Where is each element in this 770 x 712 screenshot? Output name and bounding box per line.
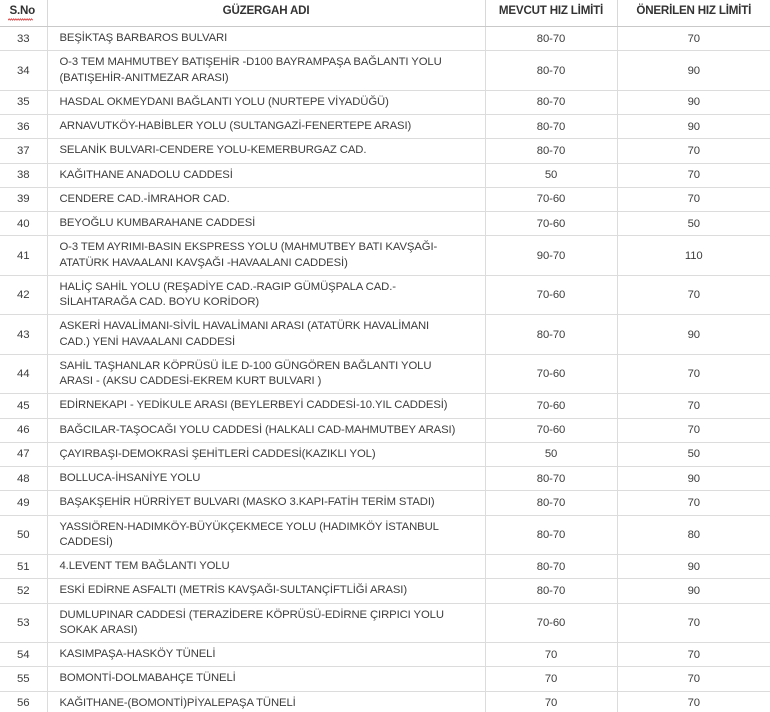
column-header-sno-label: S.No [9, 4, 36, 17]
table-row [0, 579, 770, 603]
table-row [0, 643, 770, 667]
table-row [0, 603, 770, 643]
row-route-name: SAHİL TAŞHANLAR KÖPRÜSÜ İLE D-100 GÜNGÖREN BAĞLANTI YOLU ARASI - (AKSU CADDESİ-EKREM KURT BULVARI ) [47, 354, 485, 394]
row-proposed-speed-limit: 70 [617, 491, 770, 515]
row-serial-number: 47 [0, 442, 47, 466]
row-current-speed-limit: 80-70 [485, 491, 617, 515]
row-route-name: EDİRNEKAPI - YEDİKULE ARASI (BEYLERBEYİ CADDESİ-10.YIL CADDESİ) [47, 394, 485, 418]
row-serial-number: 50 [0, 515, 47, 555]
row-proposed-speed-limit: 70 [617, 691, 770, 712]
row-serial-number: 52 [0, 579, 47, 603]
row-route-name: HALİÇ SAHİL YOLU (REŞADİYE CAD.-RAGIP GÜMÜŞPALA CAD.- SİLAHTARAĞA CAD. BOYU KORİDOR) [47, 275, 485, 315]
row-proposed-speed-limit: 70 [617, 354, 770, 394]
row-serial-number: 36 [0, 115, 47, 139]
row-route-name: HASDAL OKMEYDANI BAĞLANTI YOLU (NURTEPE VİYADÜĞÜ) [47, 90, 485, 114]
row-proposed-speed-limit: 70 [617, 139, 770, 163]
row-route-name: BEYOĞLU KUMBARAHANE CADDESİ [47, 212, 485, 236]
row-current-speed-limit: 50 [485, 442, 617, 466]
table-body [0, 27, 770, 712]
row-serial-number: 44 [0, 354, 47, 394]
row-route-name: KAĞITHANE ANADOLU CADDESİ [47, 163, 485, 187]
table-row [0, 275, 770, 315]
table-row [0, 236, 770, 276]
table-row [0, 51, 770, 91]
row-serial-number: 38 [0, 163, 47, 187]
row-current-speed-limit: 90-70 [485, 236, 617, 276]
row-route-name: BEŞİKTAŞ BARBAROS BULVARI [47, 27, 485, 51]
row-route-name: 4.LEVENT TEM BAĞLANTI YOLU [47, 555, 485, 579]
row-route-name: ARNAVUTKÖY-HABİBLER YOLU (SULTANGAZİ-FENERTEPE ARASI) [47, 115, 485, 139]
row-current-speed-limit: 80-70 [485, 515, 617, 555]
row-proposed-speed-limit: 70 [617, 187, 770, 211]
row-route-name: BAĞCILAR-TAŞOCAĞI YOLU CADDESİ (HALKALI CAD-MAHMUTBEY ARASI) [47, 418, 485, 442]
row-route-name: KASIMPAŞA-HASKÖY TÜNELİ [47, 643, 485, 667]
row-current-speed-limit: 70-60 [485, 418, 617, 442]
column-header-current-speed-limit: MEVCUT HIZ LİMİTİ [485, 0, 617, 27]
table-row [0, 667, 770, 691]
row-proposed-speed-limit: 90 [617, 315, 770, 355]
row-serial-number: 45 [0, 394, 47, 418]
table-row [0, 555, 770, 579]
row-proposed-speed-limit: 90 [617, 90, 770, 114]
row-proposed-speed-limit: 70 [617, 27, 770, 51]
row-current-speed-limit: 70-60 [485, 212, 617, 236]
row-proposed-speed-limit: 70 [617, 643, 770, 667]
row-route-name: DUMLUPINAR CADDESİ (TERAZİDERE KÖPRÜSÜ-EDİRNE ÇIRPICI YOLU SOKAK ARASI) [47, 603, 485, 643]
row-serial-number: 54 [0, 643, 47, 667]
table-row [0, 691, 770, 712]
table-row [0, 315, 770, 355]
spellcheck-squiggle-icon [8, 18, 34, 21]
table-row [0, 187, 770, 211]
row-route-name: BAŞAKŞEHİR HÜRRİYET BULVARI (MASKO 3.KAPI-FATİH TERİM STADI) [47, 491, 485, 515]
row-proposed-speed-limit: 70 [617, 163, 770, 187]
table-row [0, 418, 770, 442]
table-row [0, 491, 770, 515]
row-proposed-speed-limit: 90 [617, 579, 770, 603]
column-header-sno [0, 0, 47, 27]
table-row [0, 115, 770, 139]
row-serial-number: 51 [0, 555, 47, 579]
table-row [0, 354, 770, 394]
table-row [0, 394, 770, 418]
table-row [0, 139, 770, 163]
row-serial-number: 56 [0, 691, 47, 712]
row-serial-number: 43 [0, 315, 47, 355]
column-header-route-name: GÜZERGAH ADI [47, 0, 485, 27]
row-proposed-speed-limit: 90 [617, 555, 770, 579]
row-serial-number: 39 [0, 187, 47, 211]
row-route-name: ÇAYIRBAŞI-DEMOKRASİ ŞEHİTLERİ CADDESİ(KAZIKLI YOL) [47, 442, 485, 466]
row-proposed-speed-limit: 50 [617, 212, 770, 236]
row-proposed-speed-limit: 70 [617, 667, 770, 691]
row-current-speed-limit: 80-70 [485, 315, 617, 355]
row-current-speed-limit: 70-60 [485, 354, 617, 394]
row-serial-number: 34 [0, 51, 47, 91]
row-current-speed-limit: 80-70 [485, 90, 617, 114]
row-proposed-speed-limit: 90 [617, 115, 770, 139]
row-serial-number: 41 [0, 236, 47, 276]
row-proposed-speed-limit: 90 [617, 51, 770, 91]
row-route-name: CENDERE CAD.-İMRAHOR CAD. [47, 187, 485, 211]
sno-label-wrap [9, 4, 35, 19]
row-serial-number: 49 [0, 491, 47, 515]
row-serial-number: 48 [0, 467, 47, 491]
row-route-name: ASKERİ HAVALİMANI-SİVİL HAVALİMANI ARASI (ATATÜRK HAVALİMANI CAD.) YENİ HAVAALANI CADDESİ [47, 315, 485, 355]
row-current-speed-limit: 80-70 [485, 51, 617, 91]
row-current-speed-limit: 70-60 [485, 603, 617, 643]
table-row [0, 467, 770, 491]
row-current-speed-limit: 70-60 [485, 394, 617, 418]
table-row [0, 163, 770, 187]
row-serial-number: 46 [0, 418, 47, 442]
row-route-name: BOMONTİ-DOLMABAHÇE TÜNELİ [47, 667, 485, 691]
row-route-name: O-3 TEM MAHMUTBEY BATIŞEHİR -D100 BAYRAMPAŞA BAĞLANTI YOLU (BATIŞEHİR-ANITMEZAR ARASI) [47, 51, 485, 91]
row-current-speed-limit: 80-70 [485, 139, 617, 163]
row-proposed-speed-limit: 70 [617, 394, 770, 418]
column-header-proposed-speed-limit: ÖNERİLEN HIZ LİMİTİ [617, 0, 770, 27]
row-current-speed-limit: 80-70 [485, 467, 617, 491]
row-current-speed-limit: 70-60 [485, 187, 617, 211]
table-row [0, 212, 770, 236]
table-header [0, 0, 770, 27]
row-current-speed-limit: 80-70 [485, 115, 617, 139]
table-row [0, 442, 770, 466]
row-proposed-speed-limit: 90 [617, 467, 770, 491]
table-row [0, 90, 770, 114]
row-current-speed-limit: 80-70 [485, 555, 617, 579]
row-current-speed-limit: 70 [485, 643, 617, 667]
row-proposed-speed-limit: 50 [617, 442, 770, 466]
row-serial-number: 42 [0, 275, 47, 315]
row-proposed-speed-limit: 70 [617, 418, 770, 442]
row-route-name: BOLLUCA-İHSANİYE YOLU [47, 467, 485, 491]
row-current-speed-limit: 70 [485, 691, 617, 712]
row-current-speed-limit: 70 [485, 667, 617, 691]
row-proposed-speed-limit: 80 [617, 515, 770, 555]
row-route-name: SELANİK BULVARI-CENDERE YOLU-KEMERBURGAZ CAD. [47, 139, 485, 163]
row-proposed-speed-limit: 70 [617, 603, 770, 643]
row-serial-number: 53 [0, 603, 47, 643]
row-serial-number: 33 [0, 27, 47, 51]
row-serial-number: 37 [0, 139, 47, 163]
row-serial-number: 35 [0, 90, 47, 114]
row-serial-number: 40 [0, 212, 47, 236]
table-row [0, 515, 770, 555]
row-current-speed-limit: 80-70 [485, 27, 617, 51]
row-route-name: ESKİ EDİRNE ASFALTI (METRİS KAVŞAĞI-SULTANÇİFTLİĞİ ARASI) [47, 579, 485, 603]
header-row [0, 0, 770, 27]
row-serial-number: 55 [0, 667, 47, 691]
row-current-speed-limit: 70-60 [485, 275, 617, 315]
row-route-name: O-3 TEM AYRIMI-BASIN EKSPRESS YOLU (MAHMUTBEY BATI KAVŞAĞI- ATATÜRK HAVAALANI KAVŞAĞI -HAVAALANI CADDESİ) [47, 236, 485, 276]
row-current-speed-limit: 80-70 [485, 579, 617, 603]
row-current-speed-limit: 50 [485, 163, 617, 187]
row-route-name: KAĞITHANE-(BOMONTİ)PİYALEPAŞA TÜNELİ [47, 691, 485, 712]
table-row [0, 27, 770, 51]
row-proposed-speed-limit: 110 [617, 236, 770, 276]
row-proposed-speed-limit: 70 [617, 275, 770, 315]
row-route-name: YASSIÖREN-HADIMKÖY-BÜYÜKÇEKMECE YOLU (HADIMKÖY İSTANBUL CADDESİ) [47, 515, 485, 555]
